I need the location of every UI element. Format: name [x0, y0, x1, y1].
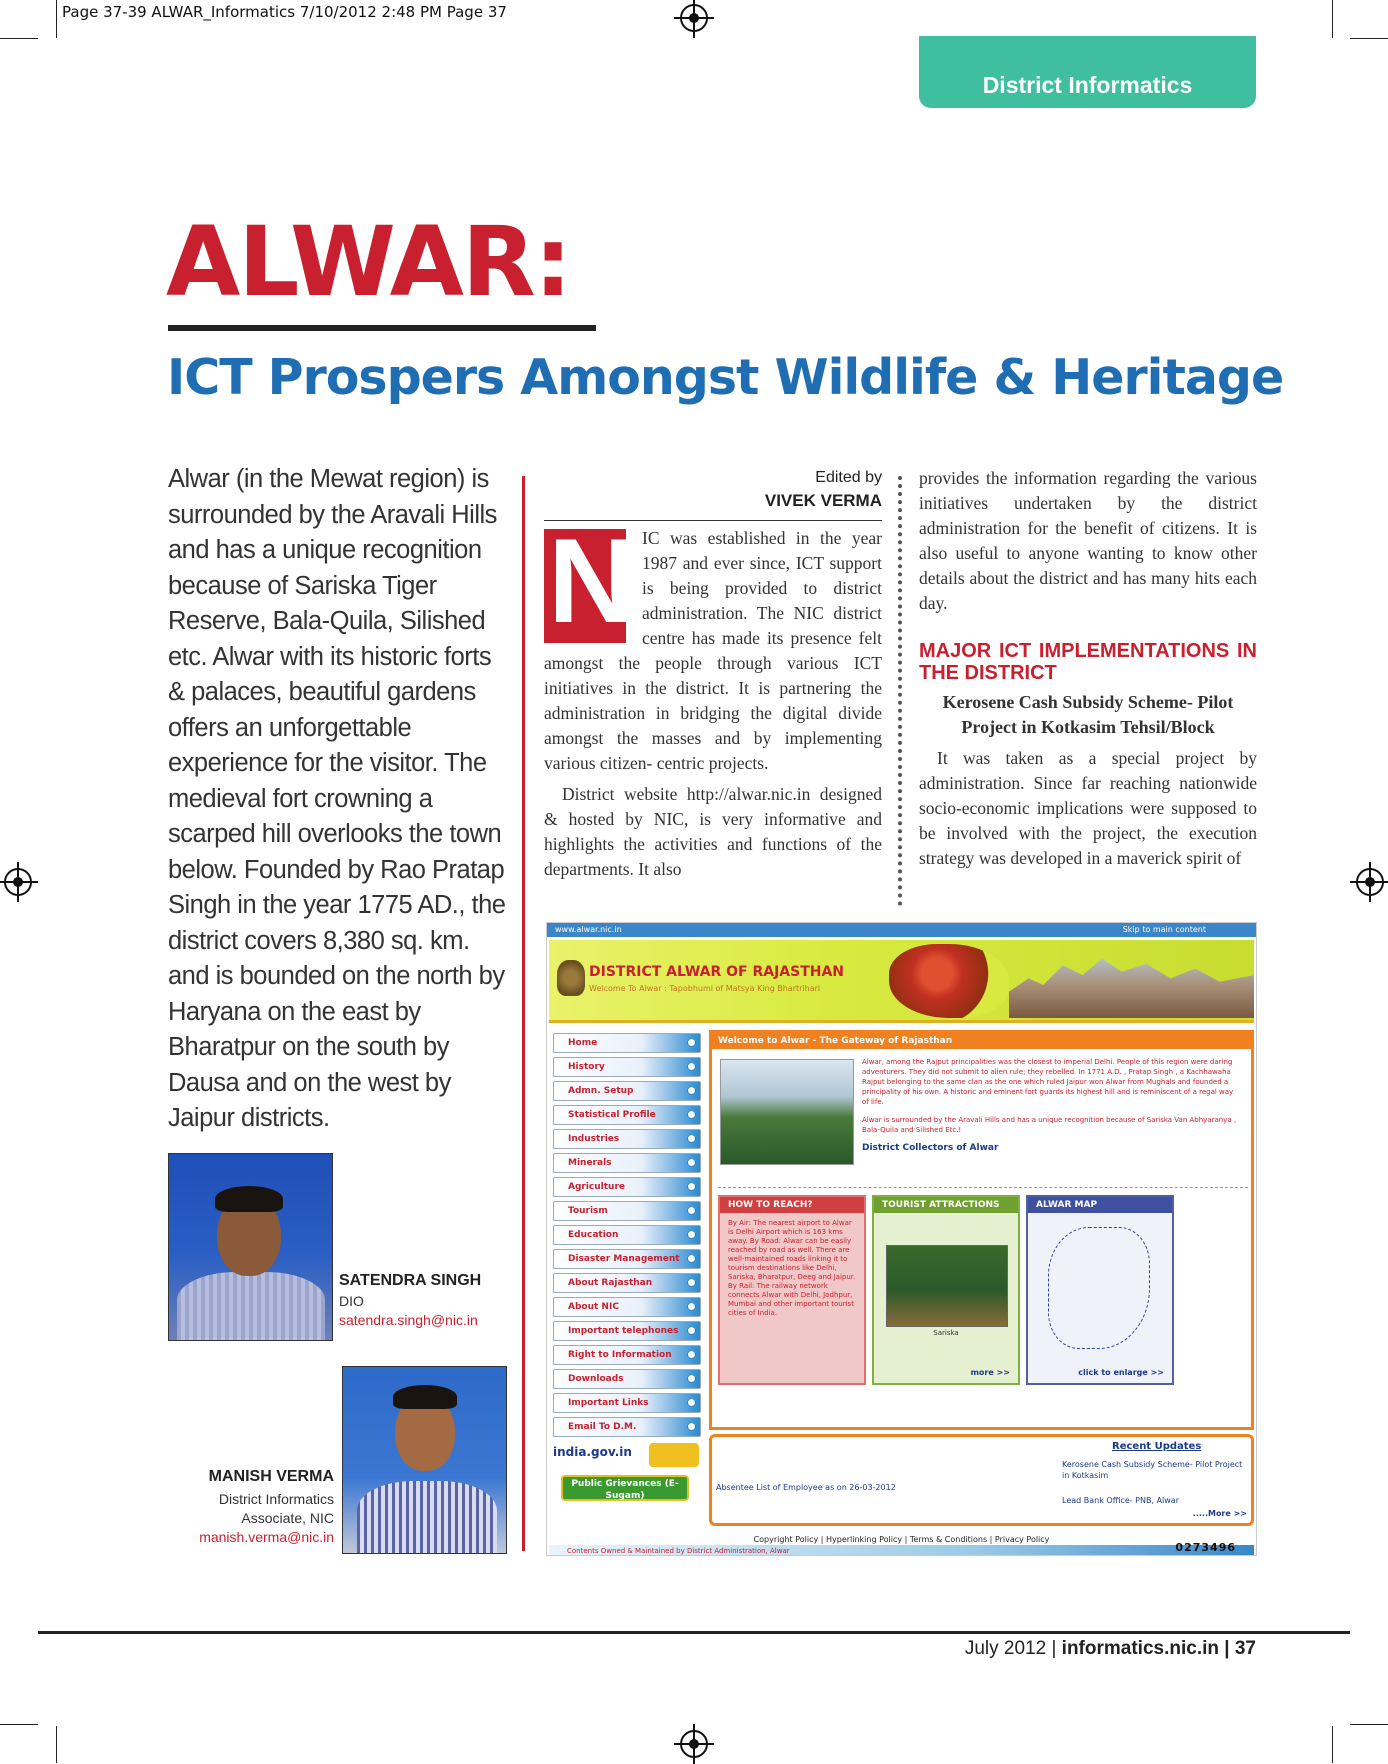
sub-heading: Kerosene Cash Subsidy Scheme- Pilot Project in Kotkasim Tehsil/Block — [942, 692, 1234, 737]
site-footer-links[interactable]: Copyright Policy | Hyperlinking Policy | Terms & Conditions | Privacy Policy — [753, 1535, 1050, 1544]
author-photo-satendra — [168, 1153, 333, 1341]
crop-mark — [0, 38, 38, 39]
page-title: ALWAR: — [166, 206, 571, 318]
author-email[interactable]: satendra.singh@nic.in — [339, 1312, 478, 1328]
site-menu-item[interactable]: Right to Information — [553, 1345, 701, 1365]
site-menu-item[interactable]: Home — [553, 1033, 701, 1053]
editor-credit: Edited by VIVEK VERMA — [764, 469, 882, 510]
grievances-button[interactable]: Public Grievances (E-Sugam) — [561, 1475, 689, 1501]
crop-mark — [1350, 38, 1388, 39]
alwar-map-box: ALWAR MAP click to enlarge >> — [1026, 1195, 1174, 1385]
site-welcome: Welcome To Alwar : Tapobhumi of Matsya King Bhartrihari — [589, 984, 821, 993]
site-menu-item[interactable]: About Rajasthan — [553, 1273, 701, 1293]
crop-mark — [1350, 1724, 1388, 1725]
fort-image — [1009, 952, 1254, 1018]
section-tag: District Informatics — [919, 36, 1256, 108]
page-footer: July 2012 | informatics.nic.in | 37 — [964, 1638, 1256, 1659]
print-slug: Page 37-39 ALWAR_Informatics 7/10/2012 2:48 PM Page 37 — [62, 3, 507, 21]
site-menu-item[interactable]: Tourism — [553, 1201, 701, 1221]
site-main-heading: Welcome to Alwar - The Gateway of Rajasthan — [712, 1033, 1251, 1049]
site-footer: Contents Owned & Maintained by District Administration, Alwar — [549, 1545, 1254, 1556]
site-menu-item[interactable]: Minerals — [553, 1153, 701, 1173]
article-paragraph: It was taken as a special project by administration. Since far reaching nationwide socio-economic implications were supposed to be involved with the project, the execution strategy was developed in a maverick spirit of — [919, 748, 1257, 868]
footer-rule — [38, 1631, 1350, 1634]
site-main-text: Alwar, among the Rajput principalities was the closest to imperial Delhi. People of this region were daring adventurers. They did not submit to alien rule; they rebelled. In 1771 A.D. , Pratap Singh , a Kachhawaha Rajput belonging to the same clan as the one which ruled Jaipur won Alwar from Mughals and founded a principality of his own. A historic and eminent fort guards its highest hill and is reminiscent of a regal way of life. Alwar is surrounded by the Aravali Hills and has a unique recognition because of Sariska Van Abhyaranya , Bala-Quila and Silished Etc.! — [862, 1058, 1237, 1134]
author-card-satendra — [339, 1272, 481, 1328]
article-paragraph: District website http://alwar.nic.in designed & hosted by NIC, is very informative and highlights the activities and functions of the departments. It also — [544, 784, 882, 879]
section-heading: MAJOR ICT IMPLEMENTATIONS IN THE DISTRICT — [919, 640, 1257, 684]
sariska-photo — [886, 1245, 1008, 1327]
site-menu-item[interactable]: Important Links — [553, 1393, 701, 1413]
intro-paragraph: Alwar (in the Mewat region) is surrounded by the Aravali Hills and has a unique recognition because of Sariska Tiger Reserve, Bala-Quila, Silished etc. Alwar with its historic forts & palaces, beautiful gardens offers an unforgettable experience for the visitor. The medieval fort crowning a scarped hill overlooks the town below. Founded by Rao Pratap Singh in the year 1775 AD., the district covers 8,380 sq. km. and is bounded on the north by Haryana on the east by Bharatpur on the south by Dausa and on the west by Jaipur districts. — [168, 465, 506, 1132]
site-menu-item[interactable]: About NIC — [553, 1297, 701, 1317]
page-subtitle: ICT Prospers Amongst Wildlife & Heritage — [167, 349, 1284, 406]
india-gov-logo[interactable]: india.gov.in — [553, 1445, 632, 1459]
registration-mark-icon — [680, 4, 708, 32]
site-menu-item[interactable]: Disaster Management — [553, 1249, 701, 1269]
website-screenshot — [546, 922, 1257, 1556]
site-main-panel — [709, 1030, 1254, 1430]
registration-mark-icon — [1356, 868, 1384, 896]
visitor-counter: 0273496 — [1175, 1541, 1236, 1554]
childline-logo[interactable] — [649, 1443, 699, 1467]
author-name: MANISH VERMA — [208, 1468, 334, 1485]
site-menu-item[interactable]: Downloads — [553, 1369, 701, 1389]
column-divider-red — [522, 476, 525, 1551]
site-topbar: www.alwar.nic.in Skip to main content — [547, 923, 1256, 937]
site-menu-item[interactable]: Email To D.M. — [553, 1417, 701, 1437]
map-image[interactable] — [1048, 1227, 1150, 1349]
site-menu-item[interactable]: Education — [553, 1225, 701, 1245]
emblem-icon — [557, 960, 585, 996]
site-menu-item[interactable]: Important telephones — [553, 1321, 701, 1341]
how-to-reach-box: HOW TO REACH? By Air: The nearest airport to Alwar is Delhi Airport which is 163 kms away. By Road: Alwar can be easily reached by road as well. There are well-maintained roads linking it to tourism destinations like Delhi, Sariska, Bharatpur, Deeg and Jaipur. By Rail: The railway network connects Alwar with Delhi, Jodhpur, Mumbai and other important tourist cities of India. — [718, 1195, 866, 1385]
crop-mark — [1332, 0, 1333, 38]
site-banner — [549, 940, 1254, 1023]
author-role: District Informatics — [218, 1491, 334, 1507]
site-menu-item[interactable]: History — [553, 1057, 701, 1077]
title-underline — [168, 325, 596, 331]
crop-mark — [56, 1726, 57, 1763]
crop-mark — [0, 1724, 38, 1725]
article-column-2 — [544, 514, 882, 882]
registration-mark-icon — [4, 868, 32, 896]
author-role: DIO — [339, 1293, 364, 1309]
author-email[interactable]: manish.verma@nic.in — [199, 1529, 334, 1545]
registration-mark-icon — [680, 1730, 708, 1758]
site-menu-item[interactable]: Industries — [553, 1129, 701, 1149]
site-title: DISTRICT ALWAR OF RAJASTHAN — [589, 964, 845, 980]
site-menu — [553, 1033, 701, 1441]
article-column-3 — [919, 466, 1257, 871]
author-photo-manish — [342, 1366, 507, 1554]
author-card-manish — [168, 1468, 334, 1545]
site-menu-item[interactable]: Admn. Setup — [553, 1081, 701, 1101]
dropcap: N — [544, 529, 626, 643]
article-paragraph: provides the information regarding the various initiatives undertaken by the district administration for the benefit of citizens. It is also useful to anyone wanting to know other details about the district and has many hits each day. — [919, 468, 1257, 613]
column-divider-dotted — [898, 476, 902, 906]
site-menu-item[interactable]: Statistical Profile — [553, 1105, 701, 1125]
collectors-link[interactable]: District Collectors of Alwar — [862, 1143, 999, 1153]
article-paragraph: IC was established in the year 1987 and ever since, ICT support is being provided to district administration. The NIC district centre has made its presence felt amongst the people through various ICT initiatives in the district. It is partnering the administration in bridging the digital divide amongst the masses and by implementing various citizen- centric projects. — [544, 528, 882, 773]
tourist-attractions-box: TOURIST ATTRACTIONS Sariska more >> — [872, 1195, 1020, 1385]
fort-photo — [720, 1059, 854, 1165]
leopard-image — [889, 944, 1009, 1018]
author-name: SATENDRA SINGH — [339, 1272, 482, 1289]
crop-mark — [1332, 1726, 1333, 1763]
author-role: Associate, NIC — [241, 1510, 334, 1526]
site-menu-item[interactable]: Agriculture — [553, 1177, 701, 1197]
crop-mark — [56, 0, 57, 38]
recent-updates-panel: Recent Updates Absentee List of Employee as on 26-03-2012 Kerosene Cash Subsidy Scheme- Pilot Project in Kotkasim Lead Bank Office- PNB, Alwar .....More >> — [709, 1434, 1254, 1526]
